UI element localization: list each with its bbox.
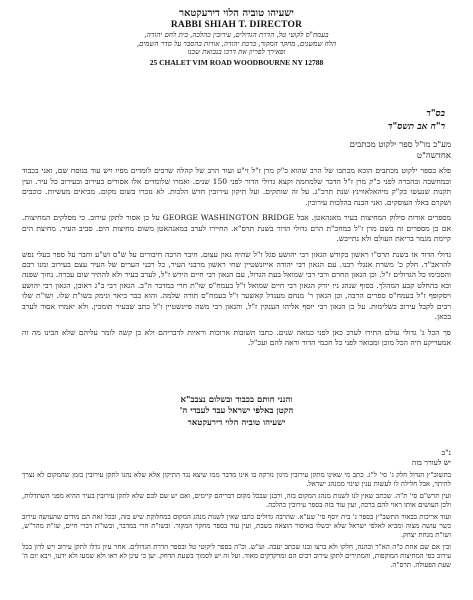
letterhead	[0, 6, 473, 67]
postscript	[22, 448, 451, 571]
postscript-paragraph: ובין אם שם אחת כ"ה הא"ר וכהנה, חלקו ולא ברצו ובנו שכתב יעבה. וע"ש. וכ"ה בספר ליקוטי טל ובספר הדרת הגדולים. אחר עיון גדלו לתקן עירוב ויש לדון בכל עירוב כפי המחיצות המוקפות, והמתירים לתקן עירוב רבים הם ומדקדקים מאוד. ועל זה יש לסמוך בשעת הדחק. יען כי עינן לא ראו ולא שמעו ולא ידעו, ויבא יום ה' שעת הפעולה. תרס"ה.	[22, 543, 451, 570]
postscript-paragraph: ועוד אריכות בבאור התשב"ץ בספר ג' בית יוסף סי' שע"א. שהרבה גדולים כתבו שאין לשנות מנהג המקום במחלוקת שיש בזה, ובכל זאת הם מודים שהעושה עירוב כשר עושה מצוה ומביא לאלפי ישראל שלא יכשלו באיסור הוצאה בשבת, ועין עוד בספר מחקר המקור. ובשו"ת חרי במדבר, ובשו"ת דברי חיים, שו"ת מהר"ש, ושו"ת מנחת יצחק.	[22, 512, 451, 540]
signature-title: הקטן באלפי ישראל עבד לעבדי ה'	[179, 406, 294, 417]
bsd-heading: בס"ד	[426, 109, 445, 119]
greeting: אחדשה"ט	[416, 150, 451, 161]
letter-body	[22, 140, 451, 349]
letterhead-books-line: הלח שמשנים, מחקר המקור, ברכת יהודה, אורות בהסבר על סדר השמים,	[136, 39, 337, 48]
date-block	[388, 108, 445, 133]
postscript-heading: יש לעורר בזה	[411, 457, 451, 467]
signature-block	[0, 395, 473, 429]
body-paragraph: מספרים אודות סילוק המחיצות בעיר מאנהאטן. אבל GEORGE WASHINGTON BRIDGE על כן אסור לתקן עירוב. כי מסלקים המחיצות. אם כן מספרים זה בשם מרן ז"ל במחכ"ת הרם גדולי הדור בשנת תרס"א. החיירו לערב במאנהאטן משום מחיצות הים. סביב העיר. מחיצת הים קיימת מגמר בריאת העולם ולא נתייבש.	[22, 213, 451, 244]
postscript-marker: נ"ב	[441, 448, 451, 457]
postscript-paragraph: ועין תרש"ם סי' ת"ה. שכתב שאין לנו לשנות מנהג המקום בזה, ורבנן שבכל מקום דבריהם קיימים, ואם יש שם לבם שלא לתקן עירובין בעיר ההיא מפני השתדלות, ולכן העושים אותו ראוי להם ברכה, ועין עוד בזה בספר עירובין כהלכה.	[22, 491, 451, 509]
letterhead-books-line: ופאירך לפריון את דרכו בנבואת שכנו	[187, 48, 286, 57]
letterhead-address: 25 CHALET VIM ROAD WOODBOURNE NY 12788	[149, 57, 324, 67]
letterhead-hebrew-name: ישעיהו טוביה הלוי דירעקטאר	[179, 8, 294, 19]
letterhead-english-name: RABBI SHIAH T. DIRECTOR	[170, 20, 303, 30]
signature-name: ישעיהו טוביה הלוי דירעקטאר	[187, 417, 286, 428]
salutation: מע"כ מו"ל ספר ילקוט מכתבים	[349, 140, 451, 150]
postscript-paragraph: בתשוב"ץ הגדול חלק ג' סי' ל"ג. כתב מי שאינו מתקן עירובין מיגון נזרקה בו אינו מדבר ממו שיצא נגד התיקון אלא שלא נהגו לתקן עירובין בזמן שהמקום לא נצרך להיתר, אבל חלילה לו לעשות ענין שינוי ממנהג ישראל.	[22, 470, 451, 488]
body-paragraph: גדולי הדור אז בשנת תרס"ו ראשון בקודש הגאון רבי יהושע סגל ז"ל שהיה גאון עצום. חיבר הרבה חיבורים על ש"ס וש"ע וחבר על ספר בעלי נפש להראב"ד. חלק כ' משרת אנגלי רבנו. עם הגאון רבי יהודה אייזנשטיין שחי ראשון מרבני העיר, כל רבני הערים של העיר עצם בעירוב ומנו רבם והסכימו כל הגדולים ז"ל. וכן הגאון החרם ורבי רבי שמואל בעת הגדול, עם הגאון רבי חיים הירש ז"ל, לערב בעיר ולא להתיר שום עברה. נחוך שפנה ובא בהחלט קבע המהלך. בסוף שנהג ניו יורק הגאון רבי חיים שמואל ז"ל בעמח"ס שו"ת חרי במדבר ה"ב. הגאון רבי ב"ג ראובן, הגאון רבי יהושע ויסקופף ז"ל בעמח"ס ספרים הרבה, וכן הגאון ר' מנחם מענדל קאשער ז"ל בעמח"ס תורה שלמה. והוא כבר ביאר ונימק בשו"ת שלו. ושו"ת שלו רבים לקבל עירוב בשלימות. על כן הגאון רבי יוסף אליהו הענקין ז"ל, והגאון רבי משה פיינשטיין ז"ל כתב שבעיר תומכין. ולא יאמרו אסור לערב בכאן.	[22, 249, 451, 322]
letter-date: ר"ח אב תשס"ד	[387, 121, 445, 132]
body-paragraph: פלא בספר ילקוט מכתבים הובא מכתבו של הרב שהוא כ"ק מרן ז"ל זי"ע ועוד הרב של קהלה שרבים לומדים מפיו ויש עוד בנוסח שם, ואני בכבוד ובמחשבה ובהכרה לפני כ"ק מרן ז"ל הדבר שלמחמה וקצא גדולי הדור לפני 150 שנים. ואמרו שלומדים אלו אסורים בעירוב ובעירוב כל עיר. ועין תקנות שנעשו בק"ק מיהאלאווינץ שנת תרכ"ג. על זה שותקים. ועל תיקון עירובין חדש הלכות. לא נזכרו בשום מקום. מביאים מעשיות. כוכבים ושקרם באלו העוסקים. ואני הבנה בהלכות עירובין.	[22, 166, 451, 207]
letterhead-books-line: בעמח"ס לקוטי טל, הדרת הגדולים, עירובין כהלכה, בית לחם יהודה,	[144, 31, 329, 40]
body-paragraph: סך הכל ג' גדולי עולם התירו לערב כאן לפני כמאה שנים. כתבו תשובות ארוכות וראיות לדבריהם ולא כן קשה לומר עליהם שלא הבינו מה זה אמעריקע היה הכל מוכן ומבואר לפני כל חכמי הדור וראה להם ועכ"ל.	[22, 327, 451, 348]
signature-closing: והנני חותם בכבוד ובשלום נצבב"א	[180, 395, 293, 405]
